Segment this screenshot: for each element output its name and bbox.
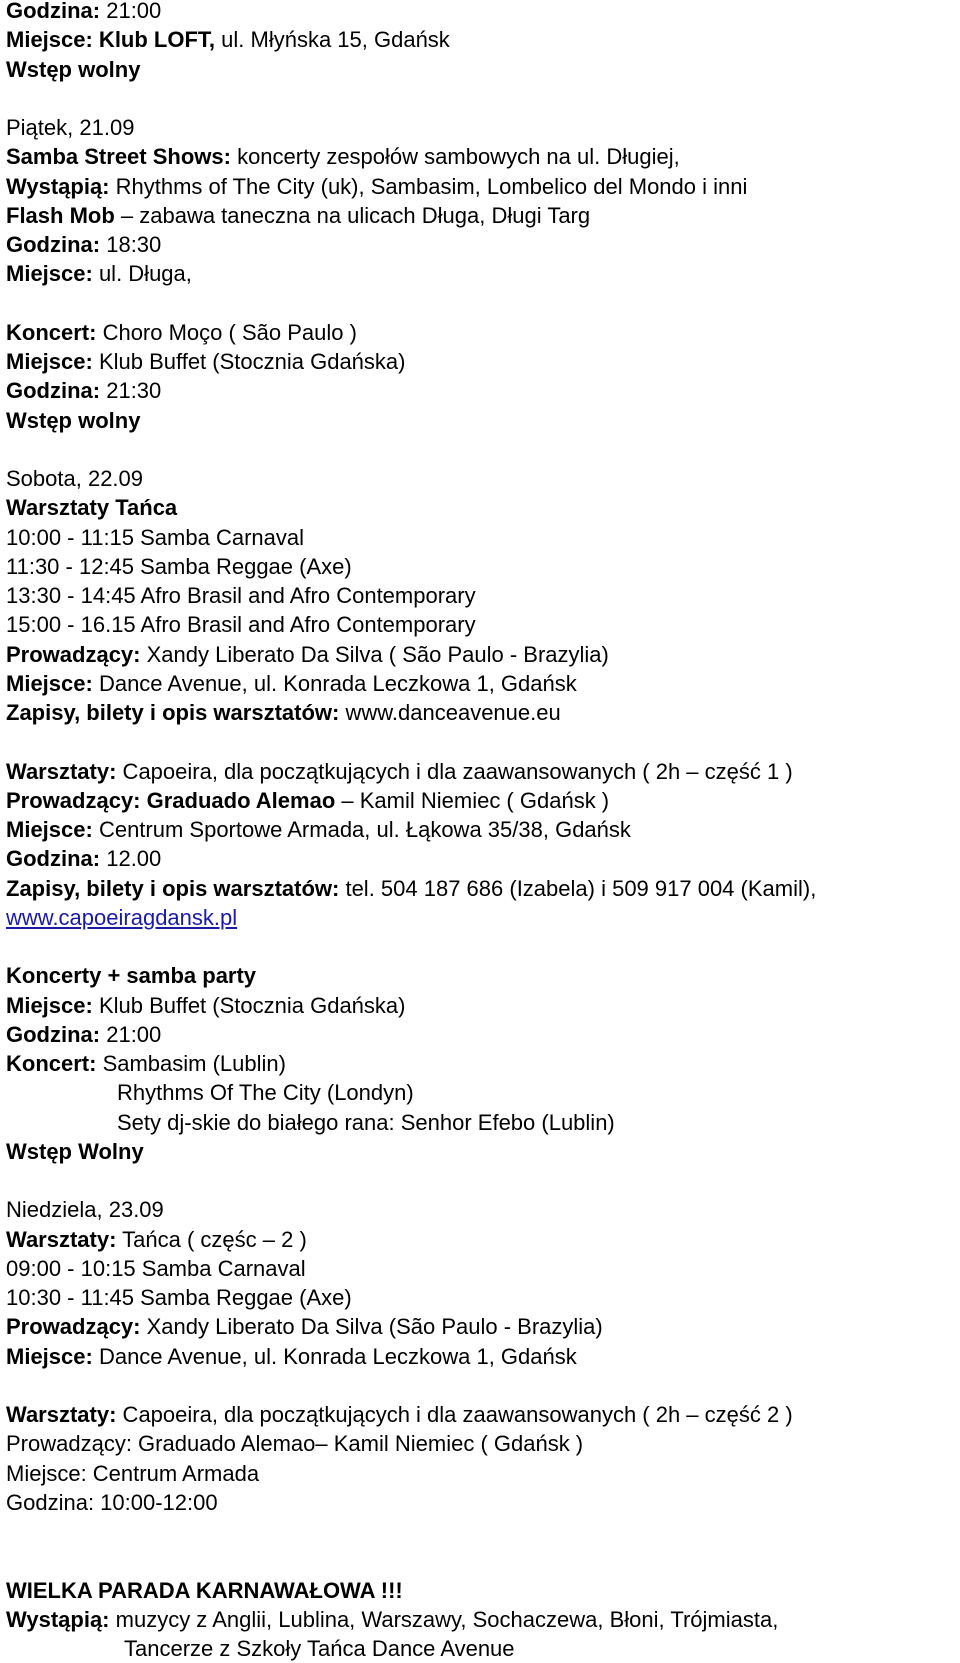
website-link[interactable]: www.capoeiragdansk.pl — [6, 904, 238, 930]
bold-label: Miejsce: — [6, 1343, 93, 1369]
text-line — [6, 1312, 956, 1341]
line-text: ul. Młyńska 15, Gdańsk — [215, 27, 450, 53]
line-text: ul. Długa, — [92, 261, 192, 287]
text-line — [6, 552, 956, 581]
line-text: Godzina: 10:00-12:00 — [6, 1489, 218, 1515]
text-line — [6, 961, 956, 990]
line-text: Dance Avenue, ul. Konrada Leczkowa 1, Gdańsk — [92, 670, 577, 696]
text-line — [6, 347, 956, 376]
bold-label: Miejsce: — [6, 349, 93, 374]
text-line — [6, 991, 956, 1020]
blank-line — [6, 289, 956, 318]
line-text: Niedziela, 23.09 — [6, 1197, 164, 1223]
line-text: Sety dj-skie do białego rana: Senhor Efebo (Lublin) — [117, 1109, 615, 1135]
line-text: Rhythms of The City (uk), Sambasim, Lombelico del Mondo i inni — [109, 173, 748, 199]
blank-line — [6, 1546, 956, 1575]
document-body — [6, 0, 956, 1663]
bold-label: Wstęp Wolny — [6, 1138, 144, 1164]
line-text: tel. 504 187 686 (Izabela) i 509 917 004 (Kamil), — [339, 875, 817, 901]
line-text: 21:00 — [100, 1021, 162, 1047]
text-line — [6, 844, 956, 873]
line-text: 10:00 - 11:15 Samba Carnaval — [6, 524, 304, 550]
bold-label: Zapisy, bilety i opis warsztatów: — [6, 875, 340, 901]
line-text: Sobota, 22.09 — [6, 466, 144, 491]
text-line — [6, 1400, 956, 1429]
text-line — [6, 1283, 956, 1312]
text-line — [6, 1576, 956, 1605]
bold-label: Zapisy, bilety i opis warsztatów: — [6, 700, 340, 725]
text-line — [6, 1195, 956, 1224]
text-line — [6, 172, 956, 201]
bold-label: Warsztaty: — [6, 758, 117, 784]
text-line — [6, 669, 956, 698]
bold-label: Godzina: — [6, 1021, 101, 1047]
text-line — [6, 1049, 956, 1078]
text-line — [6, 318, 956, 347]
text-line — [6, 1488, 956, 1517]
line-text: Choro Moço ( São Paulo ) — [96, 319, 357, 345]
text-line — [6, 493, 956, 522]
text-line — [6, 0, 956, 25]
bold-label: Prowadzący: Graduado Alemao — [6, 787, 336, 813]
text-line — [6, 903, 956, 932]
line-text: 10:30 - 11:45 Samba Reggae (Axe) — [6, 1285, 352, 1310]
bold-label: Warsztaty: — [6, 1226, 117, 1252]
blank-line — [6, 1517, 956, 1546]
bold-label: Koncert: — [6, 1051, 97, 1076]
line-text: Tancerze z Szkoły Tańca Dance Avenue — [124, 1636, 515, 1661]
bold-label: Miejsce: — [6, 670, 93, 696]
text-line — [6, 640, 956, 669]
line-text: 18:30 — [100, 232, 162, 257]
text-line — [6, 874, 956, 903]
bold-label: Samba Street Shows: — [6, 144, 231, 170]
line-text: 21:30 — [100, 378, 162, 404]
blank-line — [6, 84, 956, 113]
bold-label: Prowadzący: — [6, 1314, 141, 1340]
bold-label: Wstęp wolny — [6, 56, 141, 82]
bold-label: Miejsce: — [6, 992, 93, 1018]
text-line — [6, 142, 956, 171]
text-line — [6, 25, 956, 54]
text-line — [6, 55, 956, 84]
line-text: Klub Buffet (Stocznia Gdańska) — [92, 349, 406, 374]
line-text: 13:30 - 14:45 Afro Brasil and Afro Contemporary — [6, 583, 476, 608]
line-text: 12.00 — [100, 846, 162, 872]
line-text: Xandy Liberato Da Silva ( São Paulo - Brazylia) — [140, 641, 609, 667]
bold-label: Godzina: — [6, 232, 101, 257]
line-text: koncerty zespołów sambowych na ul. Długiej, — [230, 144, 680, 170]
line-text: 11:30 - 12:45 Samba Reggae (Axe) — [6, 553, 352, 579]
blank-line — [6, 1371, 956, 1400]
line-text: Xandy Liberato Da Silva (São Paulo - Brazylia) — [140, 1314, 603, 1340]
text-line — [6, 464, 956, 493]
blank-line — [6, 435, 956, 464]
bold-label: Miejsce: — [6, 261, 93, 287]
bold-label: Godzina: — [6, 378, 101, 404]
text-line — [6, 1020, 956, 1049]
bold-label: Wystąpią: — [6, 173, 110, 199]
line-text: Klub Buffet (Stocznia Gdańska) — [92, 992, 406, 1018]
text-line — [6, 230, 956, 259]
text-line — [6, 1459, 956, 1488]
text-line — [6, 376, 956, 405]
text-line — [6, 1634, 956, 1663]
text-line — [6, 610, 956, 639]
line-text: Capoeira, dla początkujących i dla zaawansowanych ( 2h – część 2 ) — [116, 1402, 793, 1427]
text-line — [6, 698, 956, 727]
blank-line — [6, 727, 956, 756]
line-text: www.danceavenue.eu — [339, 700, 561, 725]
line-text: Piątek, 21.09 — [6, 115, 135, 140]
text-line — [6, 523, 956, 552]
bold-label: Wstęp wolny — [6, 407, 141, 433]
line-text: Miejsce: Centrum Armada — [6, 1460, 260, 1486]
text-line — [6, 259, 956, 288]
line-text: Dance Avenue, ul. Konrada Leczkowa 1, Gdańsk — [92, 1343, 577, 1369]
text-line — [6, 406, 956, 435]
bold-label: Koncert: — [6, 319, 97, 345]
text-line — [6, 815, 956, 844]
bold-label: Wystąpią: — [6, 1606, 110, 1632]
text-line — [6, 201, 956, 230]
line-text: 09:00 - 10:15 Samba Carnaval — [6, 1255, 306, 1281]
line-text: Prowadzący: Graduado Alemao– Kamil Niemiec ( Gdańsk ) — [6, 1431, 584, 1457]
text-line — [6, 1078, 956, 1107]
line-text: Capoeira, dla początkujących i dla zaawansowanych ( 2h – część 1 ) — [116, 758, 793, 784]
line-text: – Kamil Niemiec ( Gdańsk ) — [335, 787, 610, 813]
text-line — [6, 1342, 956, 1371]
line-text: 15:00 - 16.15 Afro Brasil and Afro Contemporary — [6, 612, 476, 638]
text-line — [6, 113, 956, 142]
line-text: Sambasim (Lublin) — [96, 1051, 286, 1076]
line-text: – zabawa taneczna na ulicach Długa, Długi Targ — [114, 202, 591, 228]
text-line — [6, 1137, 956, 1166]
bold-label: Godzina: — [6, 0, 101, 23]
line-text: Rhythms Of The City (Londyn) — [117, 1080, 414, 1106]
text-line — [6, 1254, 956, 1283]
bold-label: Godzina: — [6, 846, 101, 872]
text-line — [6, 1108, 956, 1137]
bold-label: Miejsce: Klub LOFT, — [6, 27, 216, 53]
bold-label: Prowadzący: — [6, 641, 141, 667]
bold-label: WIELKA PARADA KARNAWAŁOWA !!! — [6, 1577, 403, 1603]
bold-label: Koncerty + samba party — [6, 963, 257, 989]
text-line — [6, 1429, 956, 1458]
bold-label: Warsztaty: — [6, 1402, 117, 1427]
line-text: muzycy z Anglii, Lublina, Warszawy, Sochaczewa, Błoni, Trójmiasta, — [109, 1606, 779, 1632]
line-text: Centrum Sportowe Armada, ul. Łąkowa 35/38, Gdańsk — [92, 817, 631, 842]
bold-label: Flash Mob — [6, 202, 115, 228]
text-line — [6, 581, 956, 610]
blank-line — [6, 932, 956, 961]
line-text: 21:00 — [100, 0, 162, 23]
text-line — [6, 786, 956, 815]
line-text: Tańca ( częśc – 2 ) — [116, 1226, 307, 1252]
bold-label: Miejsce: — [6, 817, 93, 842]
bold-label: Warsztaty Tańca — [6, 495, 178, 521]
text-line — [6, 1605, 956, 1634]
blank-line — [6, 1166, 956, 1195]
text-line — [6, 1225, 956, 1254]
text-line — [6, 757, 956, 786]
